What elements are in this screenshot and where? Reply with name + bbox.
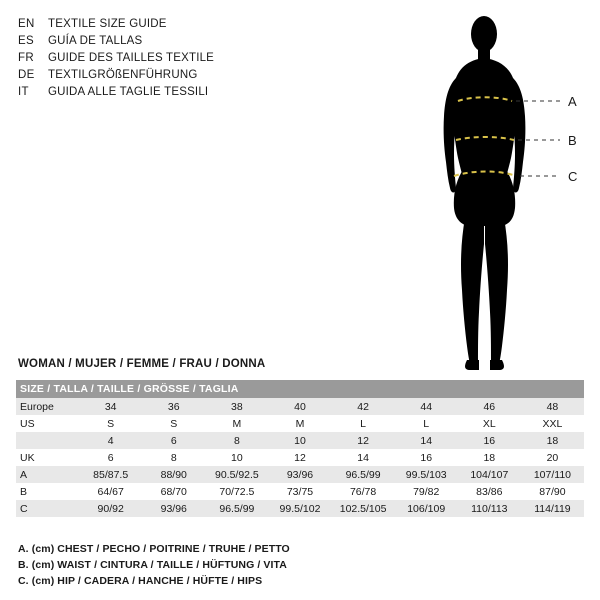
language-title: GUÍA DE TALLAS [48,35,143,47]
cell: 90.5/92.5 [205,466,268,483]
row-label: C [16,500,79,517]
cell: 90/92 [79,500,142,517]
row-label: UK [16,449,79,466]
cell: 79/82 [395,483,458,500]
cell: 104/107 [458,466,521,483]
cell: 44 [395,398,458,415]
language-code: FR [18,52,34,64]
cell: 12 [332,432,395,449]
cell: 12 [268,449,331,466]
row-label: A [16,466,79,483]
row-label [16,432,79,449]
cell: 8 [205,432,268,449]
cell: 114/119 [521,500,584,517]
language-title-list [18,16,318,101]
cell: 10 [205,449,268,466]
table-header-label: SIZE / TALLA / TAILLE / GRÖSSE / TAGLIA [16,380,584,398]
note-waist: B. (cm) WAIST / CINTURA / TAILLE / HÜFTUNG / VITA [18,559,287,571]
language-code: IT [18,86,29,98]
cell: 6 [79,449,142,466]
cell: 88/90 [142,466,205,483]
language-row [18,50,318,67]
section-heading: WOMAN / MUJER / FEMME / FRAU / DONNA [18,358,266,370]
cell: 18 [521,432,584,449]
cell: 8 [142,449,205,466]
cell: 87/90 [521,483,584,500]
cell: 14 [395,432,458,449]
cell: M [268,415,331,432]
size-table-wrapper [16,380,584,517]
marker-label-b: B [568,133,577,148]
language-row [18,84,318,101]
marker-label-c: C [568,169,578,184]
language-row [18,33,318,50]
cell: 110/113 [458,500,521,517]
cell: 99.5/103 [395,466,458,483]
cell: 42 [332,398,395,415]
cell: M [205,415,268,432]
note-chest: A. (cm) CHEST / PECHO / POITRINE / TRUHE / PETTO [18,543,290,555]
cell: 76/78 [332,483,395,500]
table-row [16,415,584,432]
cell: 40 [268,398,331,415]
cell: S [79,415,142,432]
cell: 83/86 [458,483,521,500]
cell: 96.5/99 [332,466,395,483]
cell: 106/109 [395,500,458,517]
marker-label-a: A [568,94,577,109]
cell: L [395,415,458,432]
cell: L [332,415,395,432]
cell: 36 [142,398,205,415]
cell: 64/67 [79,483,142,500]
cell: 18 [458,449,521,466]
cell: XXL [521,415,584,432]
measurement-notes [18,541,578,589]
cell: S [142,415,205,432]
cell: 107/110 [521,466,584,483]
size-table [16,380,584,517]
cell: 93/96 [268,466,331,483]
cell: 16 [395,449,458,466]
language-code: DE [18,69,35,81]
language-code: ES [18,35,34,47]
language-code: EN [18,18,35,30]
cell: 20 [521,449,584,466]
cell: 34 [79,398,142,415]
language-title: GUIDA ALLE TAGLIE TESSILI [48,86,209,98]
row-label: Europe [16,398,79,415]
cell: 38 [205,398,268,415]
row-label: B [16,483,79,500]
language-title: GUIDE DES TAILLES TEXTILE [48,52,215,64]
cell: 16 [458,432,521,449]
cell: 68/70 [142,483,205,500]
language-row [18,16,318,33]
cell: 99.5/102 [268,500,331,517]
cell: XL [458,415,521,432]
female-body-silhouette [420,8,590,378]
note-hip: C. (cm) HIP / CADERA / HANCHE / HÜFTE / HIPS [18,575,263,587]
table-header-row [16,380,584,398]
language-row [18,67,318,84]
cell: 96.5/99 [205,500,268,517]
table-row [16,398,584,415]
language-title: TEXTILE SIZE GUIDE [48,18,167,30]
cell: 14 [332,449,395,466]
cell: 48 [521,398,584,415]
row-label: US [16,415,79,432]
table-row [16,449,584,466]
cell: 46 [458,398,521,415]
table-row [16,432,584,449]
table-row [16,500,584,517]
cell: 4 [79,432,142,449]
table-row [16,466,584,483]
cell: 10 [268,432,331,449]
cell: 70/72.5 [205,483,268,500]
cell: 73/75 [268,483,331,500]
cell: 93/96 [142,500,205,517]
cell: 85/87.5 [79,466,142,483]
table-row [16,483,584,500]
language-title: TEXTILGRÖßENFÜHRUNG [48,69,198,81]
cell: 102.5/105 [332,500,395,517]
cell: 6 [142,432,205,449]
